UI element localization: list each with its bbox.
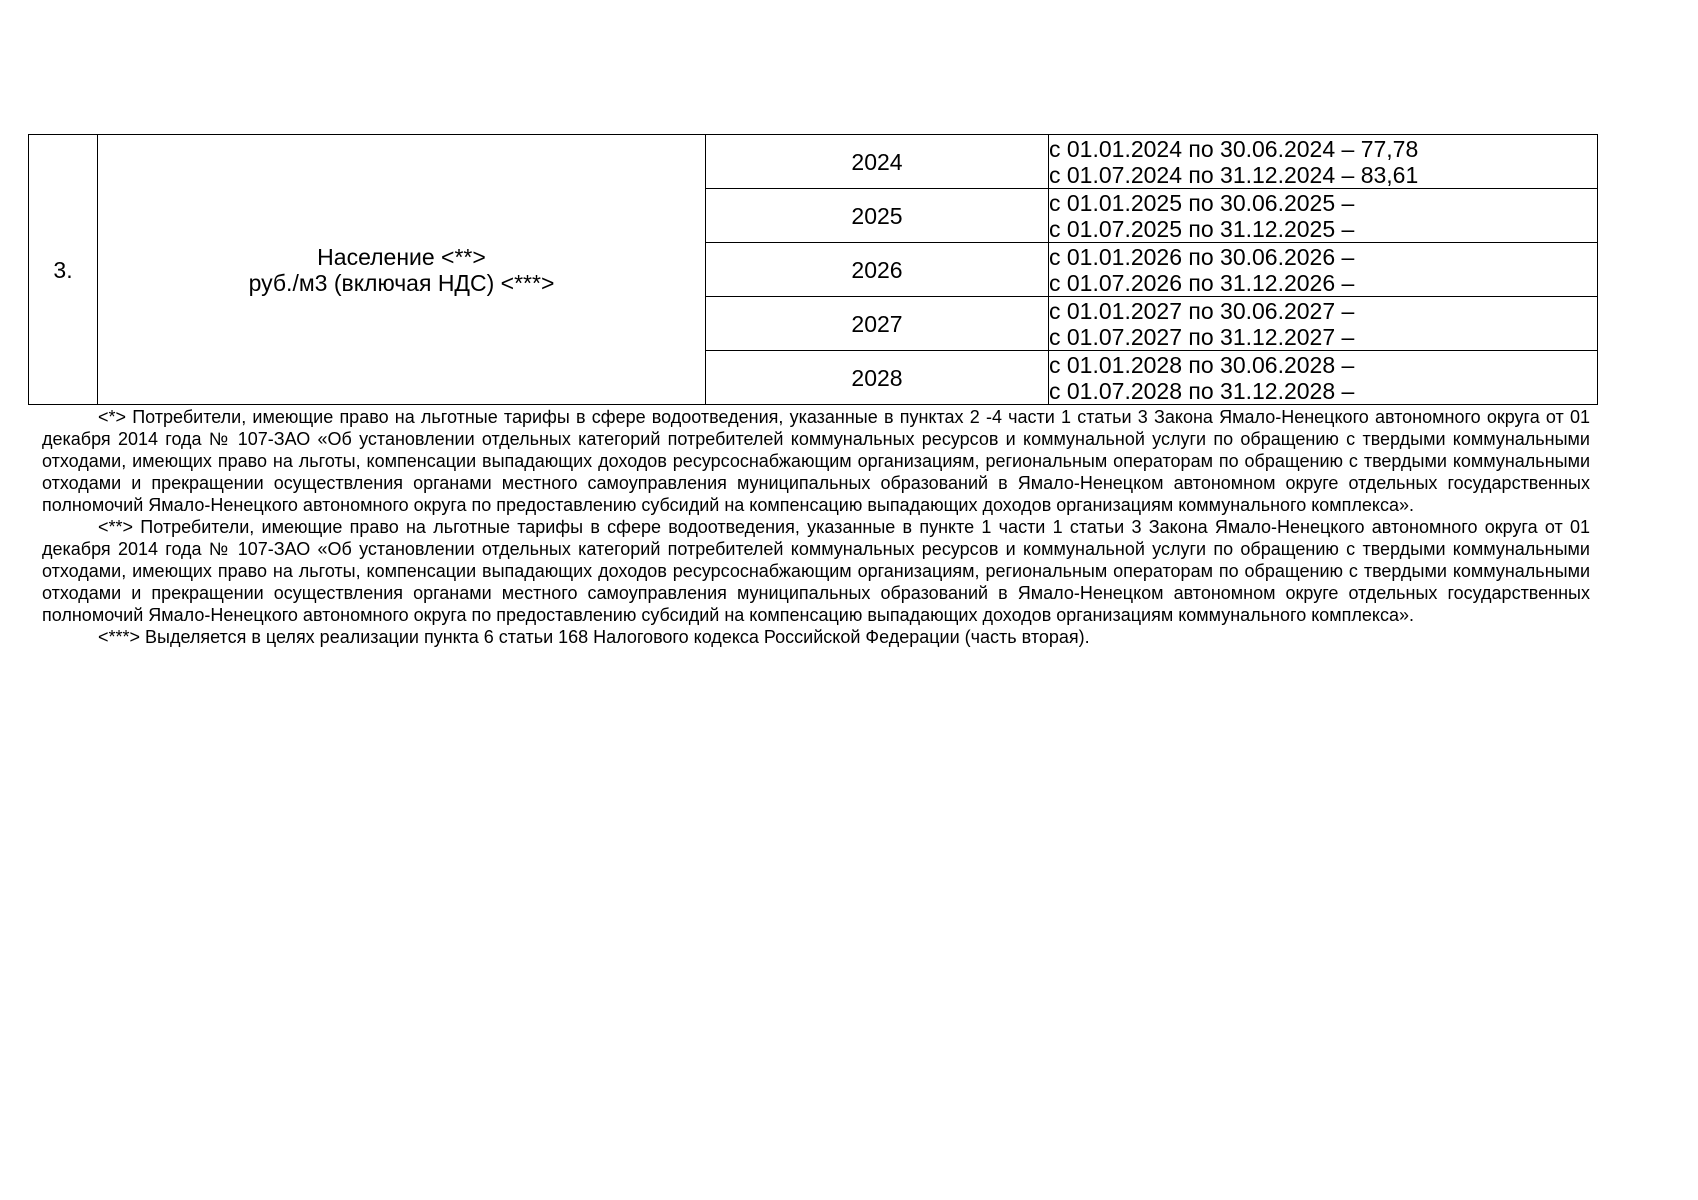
row-number-cell [29,135,98,405]
year-value: 2025 [851,202,903,229]
tariff-period-first-half: с 01.01.2024 по 30.06.2024 – 77,78 [1049,135,1419,162]
year-cell [706,351,1049,405]
footnote-double-asterisk: <**> Потребители, имеющие право на льготные тарифы в сфере водоотведения, указанные в пункте 1 части 1 статьи 3 Закона Ямало-Ненецкого автономного округа от 01 декабря 2014 года № 107-ЗАО «Об установлении отдельных категорий потребителей коммунальных ресурсов и коммунальной услуги по обращению с твердыми коммунальными отходами, имеющих право на льготы, компенсации выпадающих доходов ресурсоснабжающим организациям, региональным операторам по обращению с твердыми коммунальными отходами и прекращении осуществления органами местного самоуправления муниципальных образований в Ямало-Ненецком автономном округе отдельных государственных полномочий Ямало-Ненецкого автономного округа по предоставлению субсидий на компенсацию выпадающих доходов организациям коммунального комплекса». [42,517,1590,625]
year-cell [706,243,1049,297]
footnote-single-asterisk: <*> Потребители, имеющие право на льготные тарифы в сфере водоотведения, указанные в пунктах 2 -4 части 1 статьи 3 Закона Ямало-Ненецкого автономного округа от 01 декабря 2014 года № 107-ЗАО «Об установлении отдельных категорий потребителей коммунальных ресурсов и коммунальной услуги по обращению с твердыми коммунальными отходами, имеющих право на льготы, компенсации выпадающих доходов ресурсоснабжающим организациям, региональным операторам по обращению с твердыми коммунальными отходами и прекращении осуществления органами местного самоуправления муниципальных образований в Ямало-Ненецком автономном округе отдельных государственных полномочий Ямало-Ненецкого автономного округа по предоставлению субсидий на компенсацию выпадающих доходов организациям коммунального комплекса». [42,407,1590,515]
year-value: 2026 [851,256,903,283]
tariff-period-second-half: с 01.07.2024 по 31.12.2024 – 83,61 [1049,161,1419,188]
tariff-period-second-half: с 01.07.2026 по 31.12.2026 – [1049,269,1355,296]
tariff-period-first-half: с 01.01.2028 по 30.06.2028 – [1049,351,1355,378]
year-cell [706,135,1049,189]
tariff-period-first-half: с 01.01.2026 по 30.06.2026 – [1049,243,1355,270]
tariff-period-second-half: с 01.07.2027 по 31.12.2027 – [1049,323,1355,350]
footnotes [42,406,1590,648]
tariff-values-cell [1049,189,1598,243]
tariff-period-second-half: с 01.07.2025 по 31.12.2025 – [1049,215,1355,242]
tariff-values-cell [1049,243,1598,297]
category-unit: руб./м3 (включая НДС) <***> [248,269,555,296]
tariff-period-second-half: с 01.07.2028 по 31.12.2028 – [1049,377,1355,404]
tariff-values-cell [1049,297,1598,351]
tariff-values-cell [1049,135,1598,189]
table-row [29,135,1598,189]
year-value: 2028 [851,364,903,391]
tariff-table [28,134,1598,405]
year-value: 2027 [851,310,903,337]
year-cell [706,297,1049,351]
year-cell [706,189,1049,243]
tariff-period-first-half: с 01.01.2027 по 30.06.2027 – [1049,297,1355,324]
footnote-triple-asterisk: <***> Выделяется в целях реализации пункта 6 статьи 168 Налогового кодекса Российской Федерации (часть вторая). [98,627,1090,647]
row-number: 3. [53,256,73,283]
tariff-values-cell [1049,351,1598,405]
category-name: Население <**> [317,243,486,270]
category-cell [98,135,706,405]
year-value: 2024 [851,148,903,175]
tariff-period-first-half: с 01.01.2025 по 30.06.2025 – [1049,189,1355,216]
